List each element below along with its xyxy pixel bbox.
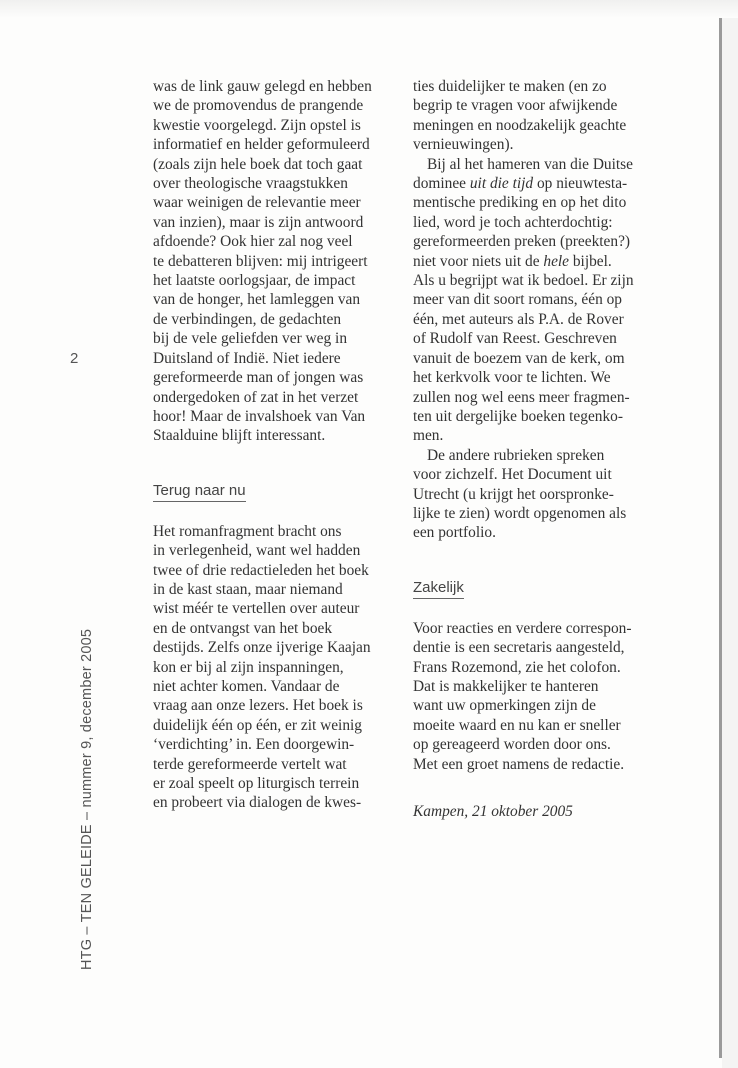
text-line: vanuit de boezem van de kerk, om: [413, 349, 625, 367]
text-line: waar weinigen de relevantie meer: [153, 194, 361, 212]
text-line: gereformeerden preken (preekten?): [413, 233, 631, 251]
top-shade: [0, 0, 738, 18]
text-line: lijke te zien) wordt opgenomen als: [413, 504, 627, 522]
section-heading-zakelijk: Zakelijk: [413, 579, 464, 599]
text-line: dentie is een secretaris aangesteld,: [413, 639, 625, 657]
text-line: meer van dit soort romans, één op: [413, 291, 622, 309]
right-paragraph-3: [413, 446, 683, 543]
right-paragraph-2: [413, 155, 683, 446]
text-line: meningen en noodzakelijk geachte: [413, 116, 627, 134]
page-number: 2: [70, 350, 79, 367]
text-line: vraag aan onze lezers. Het boek is: [153, 697, 363, 715]
text-line: [413, 252, 683, 271]
text-line: één, met auteurs als P.A. de Rover: [413, 310, 624, 328]
text-run: bijbel.: [569, 252, 612, 270]
text-line: twee of drie redactieleden het boek: [153, 561, 369, 579]
text-line: en de ontvangst van het boek: [153, 619, 333, 637]
text-line: informatief en helder geformuleerd: [153, 136, 370, 154]
page-edge-strip: [722, 18, 738, 1068]
text-line: Duitsland of Indië. Niet iedere: [153, 349, 341, 367]
text-line: mentische prediking en op het dito: [413, 194, 627, 212]
text-line: in de kast staan, maar niemand: [153, 580, 343, 598]
text-run: op nieuwtesta-: [533, 175, 628, 193]
text-line: kon er bij al zijn inspanningen,: [153, 658, 344, 676]
text-line: was de link gauw gelegd en hebben: [153, 78, 372, 95]
text-line: [413, 174, 683, 193]
text-line: kwestie voorgelegd. Zijn opstel is: [153, 116, 361, 134]
text-line: de verbindingen, de gedachten: [153, 310, 342, 328]
text-line: bij de vele geliefden ver weg in: [153, 330, 348, 348]
text-line: ondergedoken of zat in het verzet: [153, 388, 359, 406]
right-paragraph-4: [413, 619, 683, 774]
text-line: (zoals zijn hele boek dat toch gaat: [153, 155, 363, 173]
text-line: begrip te vragen voor afwijkende: [413, 97, 618, 115]
running-header: HTG – TEN GELEIDE – nummer 9, december 2005: [79, 628, 95, 970]
text-line: vernieuwingen).: [413, 136, 514, 154]
section-heading-terug-naar-nu: Terug naar nu: [153, 482, 246, 502]
text-line: lied, word je toch achterdochtig:: [413, 213, 613, 231]
text-line: over theologische vraagstukken: [153, 175, 348, 193]
text-run: niet voor niets uit de: [413, 252, 544, 270]
text-line: wist méér te vertellen over auteur: [153, 600, 360, 618]
text-line: Met een groet namens de redactie.: [413, 755, 625, 773]
text-line: en probeert via dialogen de kwes-: [153, 794, 362, 812]
text-line: Dat is makkelijker te hanteren: [413, 677, 599, 695]
text-line: ‘verdichting’ in. Een doorgewin-: [153, 736, 355, 754]
text-line: voor zichzelf. Het Document uit: [413, 466, 612, 484]
text-line: destijds. Zelfs onze ijverige Kaajan: [153, 639, 371, 657]
text-line: terde gereformeerde vertelt wat: [153, 755, 347, 773]
text-line: afdoende? Ook hier zal nog veel: [153, 233, 353, 251]
text-line: men.: [413, 427, 444, 445]
text-line: Frans Rozemond, zie het colofon.: [413, 658, 621, 676]
text-line: in verlegenheid, want wel hadden: [153, 542, 361, 560]
left-paragraph-1: [153, 77, 423, 446]
text-line: Utrecht (u krijgt het oorspronke-: [413, 485, 614, 503]
text-line: het kerkvolk voor te lichten. We: [413, 369, 611, 387]
text-line: Voor reacties en verdere correspon-: [413, 619, 632, 637]
signoff-place-date: Kampen, 21 oktober 2005: [413, 803, 573, 820]
text-line: moeite waard en nu kan er sneller: [413, 716, 621, 734]
text-line: De andere rubrieken spreken: [427, 446, 605, 464]
text-line: niet achter komen. Vandaar de: [153, 677, 340, 695]
text-run: dominee: [413, 175, 470, 193]
text-line: ties duidelijker te maken (en zo: [413, 78, 607, 95]
text-line: te debatteren blijven: mij intrigeert: [153, 252, 368, 270]
text-line: Het romanfragment bracht ons: [153, 522, 342, 540]
text-line: we de promovendus de prangende: [153, 97, 364, 115]
text-line: duidelijk één op één, er zit weinig: [153, 716, 362, 734]
text-line: hoor! Maar de invalshoek van Van: [153, 407, 366, 425]
text-line: Staalduine blijft interessant.: [153, 427, 326, 445]
emphasis-text: hele: [543, 252, 570, 270]
left-column: [153, 77, 423, 813]
emphasis-text: uit die tijd: [469, 175, 534, 193]
text-line: want uw opmerkingen zijn de: [413, 697, 596, 715]
text-line: ten uit dergelijke boeken tegenko-: [413, 407, 623, 425]
left-paragraph-2: [153, 522, 423, 813]
text-line: van inzien), maar is zijn antwoord: [153, 213, 364, 231]
right-column: [413, 77, 683, 821]
text-line: zullen nog wel eens meer fragmen-: [413, 388, 630, 406]
text-line: gereformeerde man of jongen was: [153, 369, 364, 387]
text-line: Als u begrijpt wat ik bedoel. Er zijn: [413, 272, 634, 290]
right-paragraph-1: [413, 77, 683, 155]
text-line: of Rudolf van Reest. Geschreven: [413, 330, 617, 348]
text-line: van de honger, het lamleggen van: [153, 291, 361, 309]
text-line: Bij al het hameren van die Duitse: [427, 155, 634, 173]
text-line: het laatste oorlogsjaar, de impact: [153, 272, 356, 290]
text-line: op gereageerd worden door ons.: [413, 736, 611, 754]
text-line: een portfolio.: [413, 524, 496, 542]
text-line: er zoal speelt op liturgisch terrein: [153, 775, 360, 792]
